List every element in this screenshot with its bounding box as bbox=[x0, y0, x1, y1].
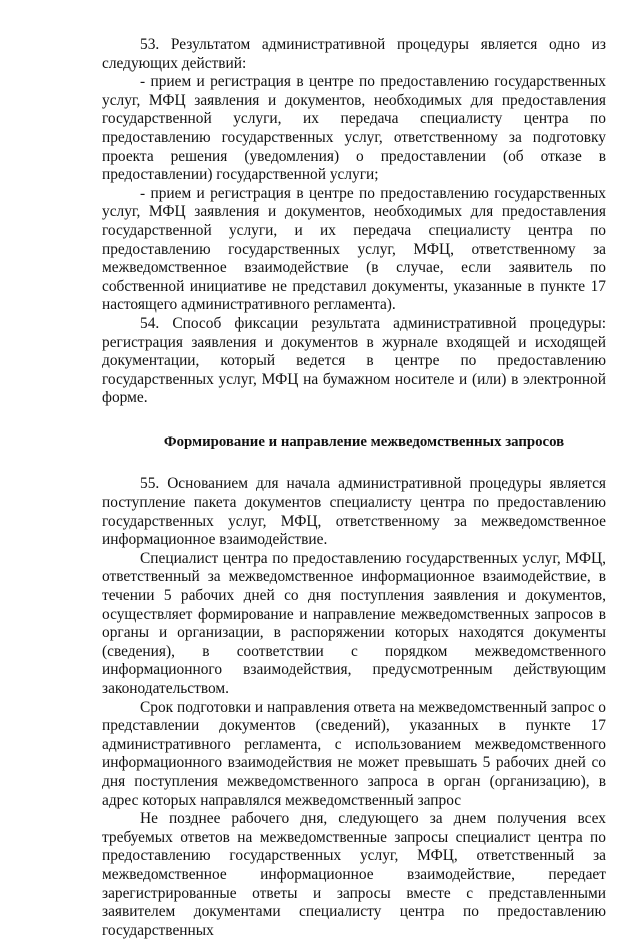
list-item-result-2: - прием и регистрация в центре по предоставлению государственных услуг, МФЦ заявления и документов, необходимых для предоставления государственной услуги, и их передача специалисту центра по предоставлению государственных услуг, МФЦ, ответственному за межведомственное взаимодействие (в случае, если заявитель по собственной инициативе не представил документы, указанные в пункте 17 настоящего административного регламента). bbox=[102, 184, 606, 314]
paragraph-specialist: Специалист центра по предоставлению государственных услуг, МФЦ, ответственный за межведомственное информационное взаимодействие, в течении 5 рабочих дней со дня поступления заявления и документов, осуществляет формирование и направление межведомственных запросов в органы и организации, в распоряжении которых находятся документы (сведения), в соответствии с порядком межведомственного информационного взаимодействия, предусмотренным действующим законодательством. bbox=[102, 549, 606, 697]
section-53-54 bbox=[102, 36, 606, 408]
paragraph-55: 55. Основанием для начала административной процедуры является поступление пакета документов специалисту центра по предоставлению государственных услуг, МФЦ, ответственному за межведомственное информационное взаимодействие. bbox=[102, 475, 606, 549]
paragraph-53: 53. Результатом административной процедуры является одно из следующих действий: bbox=[102, 36, 606, 72]
paragraph-transfer: Не позднее рабочего дня, следующего за днем получения всех требуемых ответов на межведомственные запросы специалист центра по предоставлению государственных услуг, МФЦ, ответственный за межведомственное информационное взаимодействие, передает зарегистрированные ответы и запросы вместе с представленными заявителем документами специалисту центра по предоставлению государственных bbox=[102, 810, 606, 939]
section-55 bbox=[102, 475, 606, 940]
paragraph-deadline: Срок подготовки и направления ответа на межведомственный запрос о представлении документов (сведений), указанных в пункте 17 административного регламента, с использованием межведомственного информационного взаимодействия не может превышать 5 рабочих дней со дня поступления межведомственного запроса в орган (организацию), в адрес которых направлялся межведомственный запрос bbox=[102, 698, 606, 809]
list-item-result-1: - прием и регистрация в центре по предоставлению государственных услуг, МФЦ заявления и документов, необходимых для предоставления государственной услуги, их передача специалисту центра по предоставлению государственных услуг, ответственному за подготовку проекта решения (уведомления) о предоставлении (об отказе в предоставлении) государственной услуги; bbox=[102, 73, 606, 184]
paragraph-54: 54. Способ фиксации результата административной процедуры: регистрация заявления и документов в журнале входящей и исходящей документации, который ведется в центре по предоставлению государственных услуг, МФЦ на бумажном носителе и (или) в электронной форме. bbox=[102, 314, 606, 407]
section-heading: Формирование и направление межведомственных запросов bbox=[163, 433, 565, 450]
